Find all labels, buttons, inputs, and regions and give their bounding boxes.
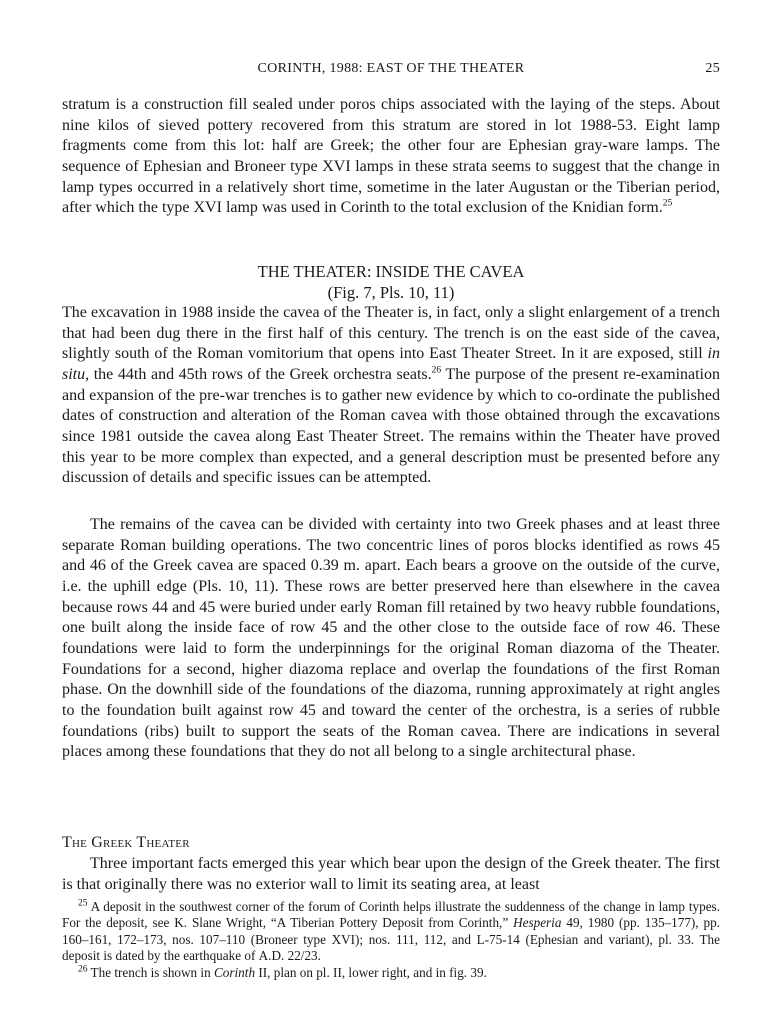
footnote-number: 26 — [78, 964, 88, 975]
footnote-number: 25 — [78, 898, 88, 909]
running-title: CORINTH, 1988: EAST OF THE THEATER — [257, 61, 525, 76]
page-number: 25 — [705, 61, 720, 76]
subsection-title: The Greek Theater — [62, 834, 190, 851]
era-abbreviation: A.D. — [258, 948, 285, 964]
footnote-text: The trench is shown in — [87, 965, 214, 980]
work-title: Corinth — [214, 965, 256, 980]
journal-title: Hesperia — [513, 915, 562, 931]
section-title: THE THEATER: INSIDE THE CAVEA — [257, 262, 525, 281]
footnote-ref-26[interactable]: 26 — [431, 365, 442, 376]
footnote-26 — [62, 965, 720, 981]
paragraph-text: The remains of the cavea can be divided with certainty into two Greek phases and at least three separate Roman building operations. The two concentric lines of poros blocks identified as rows 45 and 46 of the Greek cavea are spaced 0.39 m. apart. Each bears a groove on the outside of the curve, i.e. the uphill edge (Pls. 10, 11). These rows are better preserved here than elsewhere in the cavea because rows 44 and 45 were buried under early Roman fill retained by two heavy rubble foundations, one built along the inside face of row 45 and the other close to the outside face of row 46. These foundations were laid to form the underpinnings for the original Roman diazoma of the Theater. Foundations for a second, higher diazoma replace and overlap the foundations of the first Roman phase. On the downhill side of the foundations of the diazoma, running approximately at right angles to the foundation built against row 45 and toward the center of the orchestra, is a series of rubble foundations (ribs) built to support the seats of the Roman cavea. There are indications in several places among these foundations that they do not all belong to a single architectural phase. — [62, 516, 720, 761]
footnote-text: 49, 1980 (pp. 135–177), pp. 160–161, 172–173, nos. 107–110 (Broneer type XVI); nos. 111, 112, and L-75-14 (Ephesian and variant), pl. 33. The deposit is dated by the earthquake of — [62, 915, 720, 964]
paragraph-text: The excavation in 1988 inside the cavea of the Theater is, in fact, only a slight enlargement of a trench that had been dug there in the first half of this century. The trench is on the east side of the cavea, slightly south of the Roman vomitorium that opens into East Theater Street. In it are exposed, still — [62, 304, 720, 363]
paragraph-lamp-strata — [62, 95, 720, 219]
paragraph-text: The purpose of the present re-examination and expansion of the pre-war trenches is to gather new evidence by which to co-ordinate the published dates of construction and alteration of the Roman cavea with those obtained through the excavations since 1981 outside the cavea along East Theater Street. The remains within the Theater have proved this year to be more complex than expected, and a general description must be presented before any discussion of details and specific issues can be attempted. — [62, 365, 721, 487]
paragraph-cavea-remains — [62, 515, 720, 763]
paragraph-greek-theater — [62, 854, 720, 895]
footnote-text: II, plan on pl. II, lower right, and in fig. 39. — [255, 965, 487, 980]
italic-phrase: in situ — [62, 345, 720, 383]
footnote-text: 22/23. — [284, 948, 321, 964]
paragraph-text: Three important facts emerged this year which bear upon the design of the Greek theater. The first is that originally there was no exterior wall to limit its seating area, at least — [62, 855, 720, 893]
section-subtitle: (Fig. 7, Pls. 10, 11) — [327, 283, 455, 302]
paragraph-text: , the 44th and 45th rows of the Greek orchestra seats. — [85, 365, 432, 383]
running-head — [62, 61, 720, 79]
footnote-25 — [62, 899, 720, 965]
footnote-ref-25[interactable]: 25 — [662, 198, 673, 209]
paragraph-excavation-intro — [62, 303, 720, 489]
footnote-text: A deposit in the southwest corner of the forum of Corinth helps illustrate the suddenness of the change in lamp types. For the deposit, see K. Slane Wright, “A Tiberian Pottery Deposit from Corinth,” — [62, 899, 720, 931]
paragraph-text: stratum is a construction fill sealed under poros chips associated with the laying of the steps. About nine kilos of sieved pottery recovered from this stratum are stored in lot 1988-53. Eight lamp fragments come from this lot: half are Greek; the other four are Ephesian gray-ware lamps. The sequence of Ephesian and Broneer type XVI lamps in these strata seems to suggest that the change in lamp types occurred in a relatively short time, sometime in the later Augustan or the Tiberian period, after which the type XVI lamp was used in Corinth to the total exclusion of the Knidian form. — [62, 96, 720, 217]
